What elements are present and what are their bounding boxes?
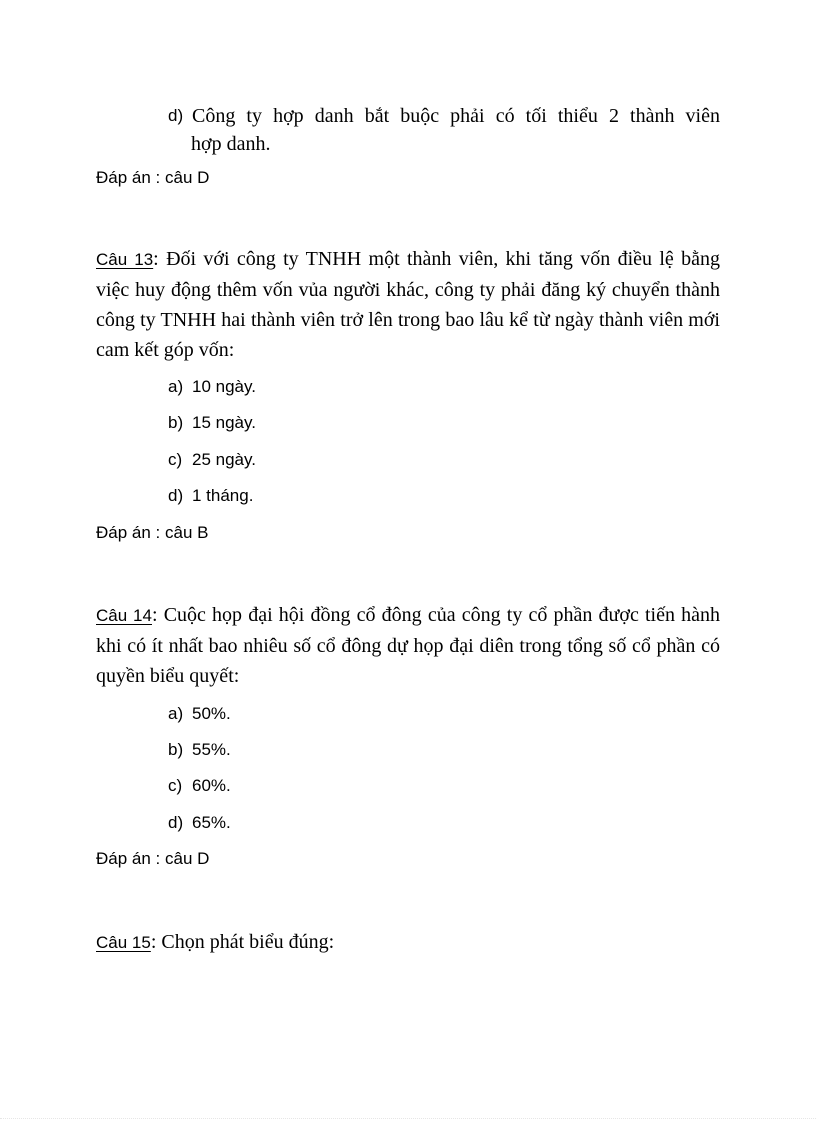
q14-question [96, 600, 720, 691]
option-marker: c) [168, 776, 183, 795]
q14-option-b [168, 740, 231, 760]
question-label: Câu 13 [96, 250, 154, 269]
q12-option-d [168, 102, 720, 158]
q12-answer: Đáp án : câu D [96, 168, 210, 187]
option-text-line-2: hợp danh. [191, 133, 271, 155]
page-bottom-rule [0, 1118, 816, 1119]
option-text: 65%. [192, 813, 231, 832]
q14-option-a [168, 704, 231, 724]
option-marker: a) [168, 704, 184, 723]
option-marker: c) [168, 450, 183, 469]
option-text: 1 tháng. [192, 486, 254, 505]
question-text: : Cuộc họp đại hội đồng cổ đông của công ty cổ phần được tiến hành khi có ít nhất bao nhiêu số cổ đông dự họp đại diên trong tổng số cổ phần có quyền biểu quyết: [96, 604, 720, 687]
option-marker: a) [168, 377, 184, 396]
option-text: 25 ngày. [192, 450, 256, 469]
option-text: 50%. [192, 704, 231, 723]
option-marker: d) [168, 486, 184, 505]
q13-answer: Đáp án : câu B [96, 523, 209, 542]
option-marker: b) [168, 740, 184, 759]
option-text: 55%. [192, 740, 231, 759]
q15-question [96, 927, 720, 958]
q13-option-c [168, 450, 256, 470]
q13-option-b [168, 413, 256, 433]
option-marker: d) [168, 106, 184, 125]
option-text: 10 ngày. [192, 377, 256, 396]
q14-option-d [168, 813, 231, 833]
option-text-line-1: Công ty hợp danh bắt buộc phải có tối thiểu 2 thành viên [192, 105, 720, 127]
option-text: 60%. [192, 776, 231, 795]
q14-option-c [168, 776, 231, 796]
q13-question [96, 244, 720, 365]
question-label: Câu 14 [96, 606, 152, 625]
question-text: : Chọn phát biểu đúng: [150, 931, 335, 953]
question-label: Câu 15 [96, 933, 151, 952]
q13-option-a [168, 377, 256, 397]
option-marker: b) [168, 413, 184, 432]
option-text: 15 ngày. [192, 413, 256, 432]
q13-option-d [168, 486, 253, 506]
q14-answer: Đáp án : câu D [96, 849, 210, 868]
question-text: : Đối với công ty TNHH một thành viên, khi tăng vốn điều lệ bằng việc huy động thêm vốn vủa người khác, công ty phải đăng ký chuyển thành công ty TNHH hai thành viên trở lên trong bao lâu kể từ ngày thành viên mới cam kết góp vốn: [96, 248, 720, 361]
option-marker: d) [168, 813, 184, 832]
